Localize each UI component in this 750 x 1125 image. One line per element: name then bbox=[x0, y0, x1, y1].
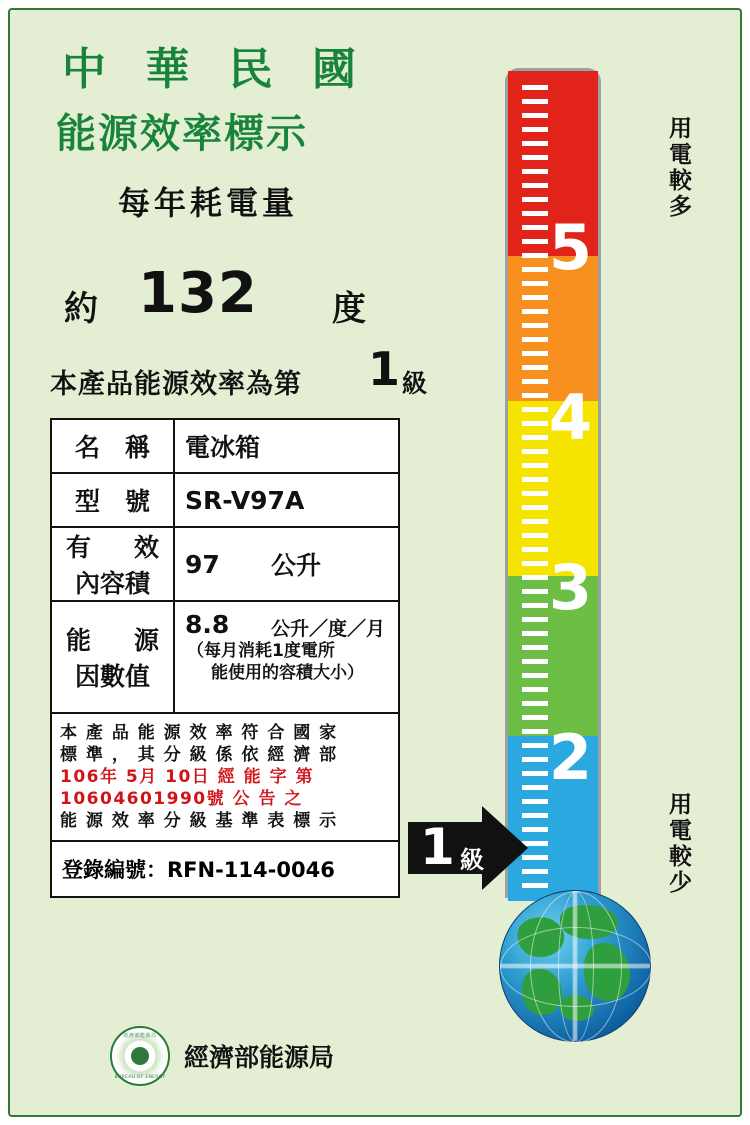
thermometer-tick bbox=[522, 155, 548, 160]
thermometer-tick bbox=[522, 393, 548, 398]
grade-statement-suffix: 級 bbox=[402, 369, 428, 398]
globe-parallel-1 bbox=[500, 927, 652, 1007]
standard-line-2: 標 準 ， 其 分 級 係 依 經 濟 部 bbox=[60, 745, 338, 765]
bureau-seal-icon bbox=[110, 1026, 170, 1086]
thermometer-ticks bbox=[522, 71, 548, 895]
table-value-model: SR-V97A bbox=[185, 485, 305, 515]
thermometer-tick bbox=[522, 617, 548, 622]
table-key-volume-line2: 內容積 bbox=[74, 569, 150, 598]
thermometer-tick bbox=[522, 771, 548, 776]
bureau-block bbox=[110, 1026, 334, 1086]
globe-icon bbox=[499, 890, 651, 1042]
thermometer-tick bbox=[522, 645, 548, 650]
table-value-volume bbox=[175, 528, 398, 600]
thermometer-tick bbox=[522, 113, 548, 118]
table-value-energy-factor bbox=[175, 602, 398, 712]
table-row-registration bbox=[52, 842, 398, 896]
standard-line-3: 106年 5月 10日 經 能 字 第 bbox=[60, 767, 314, 787]
thermometer-tick bbox=[522, 757, 548, 762]
grade-statement-number: 1 bbox=[368, 342, 401, 396]
thermometer-tick bbox=[522, 421, 548, 426]
factor-note-line2: 能使用的容積大小） bbox=[211, 663, 364, 683]
thermometer-tick bbox=[522, 715, 548, 720]
table-row-standard-notice bbox=[52, 714, 398, 842]
thermometer-tick bbox=[522, 407, 548, 412]
thermometer-tick bbox=[522, 281, 548, 286]
label-title: 能源效率標示 bbox=[56, 111, 308, 157]
consumption-value: 132 bbox=[138, 261, 258, 326]
thermometer-tick bbox=[522, 631, 548, 636]
grade-statement bbox=[50, 342, 470, 400]
thermometer-tick bbox=[522, 239, 548, 244]
thermometer-tick bbox=[522, 477, 548, 482]
consumption-about-label: 約 bbox=[64, 289, 98, 329]
annual-consumption-title: 每年耗電量 bbox=[118, 184, 299, 222]
bureau-name: 經濟部能源局 bbox=[184, 1043, 335, 1072]
pointer-grade-suffix: 級 bbox=[460, 846, 484, 874]
annual-consumption-row bbox=[50, 261, 470, 335]
volume-unit: 公升 bbox=[271, 551, 322, 580]
thermometer-tick bbox=[522, 785, 548, 790]
country-title: 中 華 民 國 bbox=[62, 44, 368, 95]
thermometer-tick bbox=[522, 337, 548, 342]
thermometer-tick bbox=[522, 799, 548, 804]
thermometer-tick bbox=[522, 295, 548, 300]
thermometer-tick bbox=[522, 351, 548, 356]
pointer-grade-number: 1 bbox=[420, 818, 455, 876]
table-row-model bbox=[52, 474, 398, 528]
thermometer-number-4: 4 bbox=[548, 381, 592, 454]
table-key-energy-factor bbox=[52, 602, 175, 712]
thermometer-tick bbox=[522, 673, 548, 678]
thermometer-tick bbox=[522, 253, 548, 258]
thermometer-number-2: 2 bbox=[548, 721, 592, 794]
thermometer-tick bbox=[522, 491, 548, 496]
table-key-factor-line1: 能 源 bbox=[65, 626, 168, 655]
arrow-head bbox=[482, 806, 528, 890]
spec-table bbox=[50, 418, 400, 898]
thermometer-tick bbox=[522, 435, 548, 440]
seal-bottom-text: BUREAU OF ENERGY bbox=[114, 1075, 166, 1080]
table-key-model: 型 號 bbox=[52, 474, 175, 526]
thermometer-tick bbox=[522, 687, 548, 692]
volume-number: 97 bbox=[185, 549, 220, 579]
factor-unit: 公升／度／月 bbox=[271, 618, 386, 640]
thermometer-tick bbox=[522, 449, 548, 454]
thermometer-tick bbox=[522, 701, 548, 706]
thermometer-tick bbox=[522, 659, 548, 664]
thermometer-tick bbox=[522, 575, 548, 580]
thermometer-tick bbox=[522, 323, 548, 328]
grade-pointer-arrow bbox=[408, 806, 528, 890]
standard-line-1: 本 產 品 能 源 效 率 符 合 國 家 bbox=[60, 723, 338, 743]
factor-number: 8.8 bbox=[185, 610, 230, 639]
thermometer-tick bbox=[522, 225, 548, 230]
thermometer-tick bbox=[522, 519, 548, 524]
thermometer-tick bbox=[522, 547, 548, 552]
thermometer-tick bbox=[522, 267, 548, 272]
factor-note bbox=[185, 640, 398, 684]
thermometer-tick bbox=[522, 197, 548, 202]
thermometer-tick bbox=[522, 589, 548, 594]
standard-line-5: 能 源 效 率 分 級 基 準 表 標 示 bbox=[60, 811, 338, 831]
thermometer-tick bbox=[522, 141, 548, 146]
energy-label-card bbox=[8, 8, 742, 1117]
table-row-volume bbox=[52, 528, 398, 602]
standard-line-4: 10604601990號 公 告 之 bbox=[60, 789, 303, 809]
thermometer-tick bbox=[522, 99, 548, 104]
thermometer-tick bbox=[522, 729, 548, 734]
table-value-name: 電冰箱 bbox=[185, 433, 261, 462]
thermometer-label-top: 用電較多 bbox=[665, 116, 691, 220]
thermometer-tick bbox=[522, 211, 548, 216]
thermometer-tick bbox=[522, 85, 548, 90]
consumption-unit: 度 bbox=[332, 289, 366, 329]
table-key-volume bbox=[52, 528, 175, 600]
thermometer-number-3: 3 bbox=[548, 551, 592, 624]
thermometer-tick bbox=[522, 603, 548, 608]
grade-statement-text: 本產品能源效率為第 bbox=[50, 369, 302, 400]
table-key-name: 名 稱 bbox=[52, 420, 175, 472]
thermometer-tick bbox=[522, 743, 548, 748]
thermometer-number-5: 5 bbox=[548, 211, 592, 284]
thermometer-tick bbox=[522, 365, 548, 370]
thermometer-tick bbox=[522, 561, 548, 566]
thermometer-label-bottom: 用電較少 bbox=[665, 792, 691, 896]
efficiency-thermometer bbox=[505, 68, 601, 898]
thermometer-tick bbox=[522, 379, 548, 384]
thermometer-tick bbox=[522, 309, 548, 314]
registration-number: 登錄編號：RFN-114-0046 bbox=[62, 858, 335, 882]
factor-top-row bbox=[185, 610, 398, 640]
table-key-volume-line1: 有 效 bbox=[65, 533, 168, 562]
thermometer-tick bbox=[522, 533, 548, 538]
thermometer-tick bbox=[522, 463, 548, 468]
thermometer-tick bbox=[522, 183, 548, 188]
thermometer-tick bbox=[522, 505, 548, 510]
thermometer-tick bbox=[522, 127, 548, 132]
factor-note-line1: （每月消耗1度電所 bbox=[187, 641, 335, 661]
seal-top-text: 經濟部能源局 bbox=[123, 1033, 157, 1039]
table-key-factor-line2: 因數值 bbox=[74, 662, 150, 691]
thermometer-tick bbox=[522, 169, 548, 174]
table-row-energy-factor bbox=[52, 602, 398, 714]
table-row-name bbox=[52, 420, 398, 474]
